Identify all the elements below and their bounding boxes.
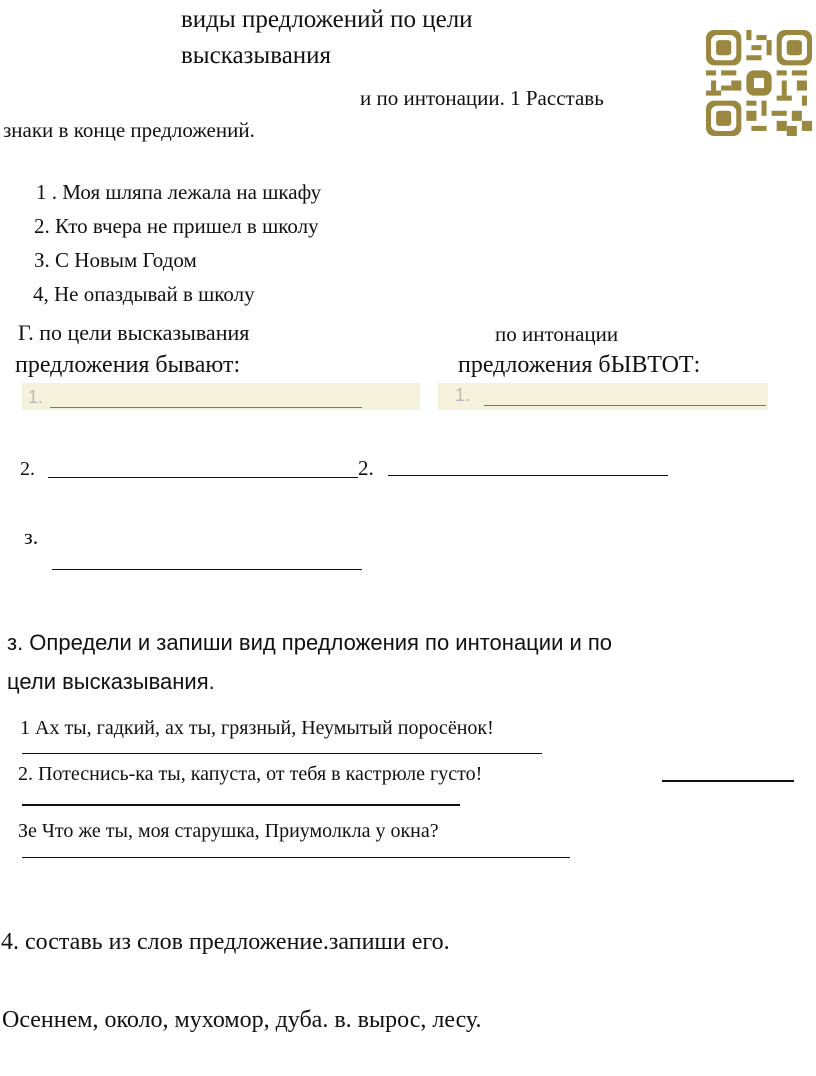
- task2-right-num-1: 1.: [455, 385, 471, 405]
- answer-line-left-3[interactable]: [52, 569, 362, 570]
- title-line-4: знаки в конце предложений.: [3, 118, 255, 142]
- answer-line-sentence-2-inline[interactable]: [662, 780, 794, 782]
- task2-left-heading-1: Г. по цели высказывания: [18, 320, 250, 345]
- task3-heading-2: цели высказывания.: [7, 669, 215, 694]
- task1-item-3: З. С Новым Годом: [34, 248, 197, 272]
- qr-code-icon: [706, 30, 812, 136]
- task1-item-2: 2. Кто вчера не пришел в школу: [34, 214, 319, 238]
- task1-item-1: 1 . Моя шляпа лежала на шкафу: [36, 180, 322, 204]
- task4-heading: 4. составь из слов предложение.запиши его.: [1, 929, 450, 955]
- task4-words: Осеннем, около, мухомор, дуба. в. вырос, лесу.: [2, 1007, 482, 1033]
- task2-left-heading-2: предложения бывают:: [15, 352, 241, 378]
- answer-line-sentence-3[interactable]: [22, 857, 570, 858]
- answer-line-right-1[interactable]: [484, 405, 766, 406]
- title-line-3: и по интонации. 1 Расставь: [360, 86, 604, 110]
- title-line-2: высказывания: [181, 42, 332, 69]
- answer-line-left-1[interactable]: [50, 407, 362, 408]
- task2-right-heading-1: по интонации: [495, 322, 619, 346]
- task2-left-num-1: 1.: [28, 387, 44, 407]
- task2-left-num-3: з.: [24, 524, 39, 549]
- task1-item-4: 4, Не опаздывай в школу: [33, 282, 255, 306]
- task3-sentence-1: 1 Ах ты, гадкий, ах ты, грязный, Неумытый поросёнок!: [20, 717, 494, 739]
- answer-line-right-2[interactable]: [388, 475, 668, 476]
- task2-right-heading-2: предложения бЫВТОТ:: [458, 352, 701, 378]
- answer-line-sentence-2[interactable]: [22, 804, 460, 806]
- highlight-band-left: [22, 383, 420, 410]
- task2-right-num-2: 2.: [358, 456, 374, 480]
- title-line-1: виды предложений по цели: [181, 6, 473, 33]
- task2-left-num-2: 2.: [20, 458, 35, 480]
- task3-sentence-3: Зе Что же ты, моя старушка, Приумолкла у окна?: [18, 820, 439, 842]
- answer-line-sentence-1[interactable]: [22, 753, 542, 754]
- answer-line-left-2[interactable]: [48, 477, 358, 478]
- task3-sentence-2: 2. Потеснись-ка ты, капуста, от тебя в кастрюле густо!: [18, 763, 483, 785]
- task3-heading-1: з. Определи и запиши вид предложения по интонации и по: [7, 630, 613, 655]
